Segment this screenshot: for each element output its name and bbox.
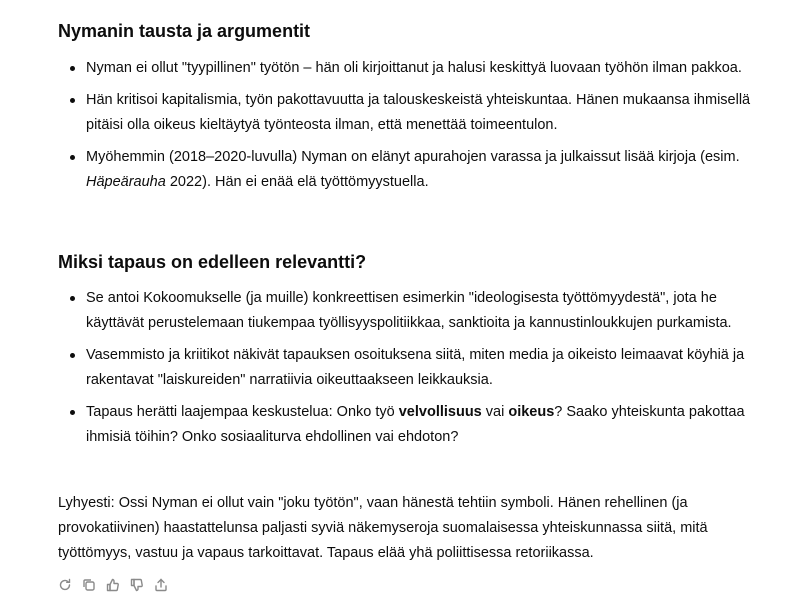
message-toolbar (58, 578, 168, 592)
list-item-text: ? Saako yhteiskunta pakottaa ihmisiä töihin? Onko sosiaaliturva ehdollinen vai ehdoton? (86, 404, 745, 445)
book-title: Häpeärauha (86, 174, 166, 190)
list-item (58, 400, 758, 450)
section-heading-relevance: Miksi tapaus on edelleen relevantti? (58, 252, 367, 272)
thumbs-up-icon[interactable] (106, 578, 120, 592)
list-item-text: vai (481, 404, 509, 420)
list-item-text: Hän kritisoi kapitalismia, työn pakottavuutta ja talouskeskeistä yhteiskuntaa. Hänen mukaansa ihmisellä pitäisi olla oikeus kieltäytyä työnteosta ilman, että menettää toimeentulon. (86, 92, 751, 133)
background-list (58, 56, 758, 202)
bold-term: oikeus (508, 404, 555, 420)
list-item (58, 145, 758, 195)
section-heading-background: Nymanin tausta ja argumentit (58, 21, 311, 41)
relevance-list (58, 286, 758, 457)
thumbs-down-icon[interactable] (130, 578, 144, 592)
copy-icon[interactable] (82, 578, 96, 592)
list-item (58, 88, 758, 138)
list-item (58, 286, 758, 336)
list-item-text: Nyman ei ollut "tyypillinen" työtön – hän oli kirjoittanut ja halusi keskittyä luovaan työhön ilman pakkoa. (86, 60, 742, 76)
list-item-text: 2022). Hän ei enää elä työttömyystuella. (165, 174, 429, 190)
list-item (58, 343, 758, 393)
list-item-text: Se antoi Kokoomukselle (ja muille) konkreettisen esimerkin "ideologisesta työttömyydestä", jota he käyttävät perustelemaan tiukempaa työllisyyspolitiikkaa, sanktioita ja kannustinloukkujen purkamista. (86, 290, 732, 331)
share-icon[interactable] (154, 578, 168, 592)
regenerate-icon[interactable] (58, 578, 72, 592)
list-item-text: Tapaus herätti laajempaa keskustelua: Onko työ (86, 404, 399, 420)
list-item (58, 56, 758, 81)
summary-paragraph: Lyhyesti: Ossi Nyman ei ollut vain "joku työtön", vaan hänestä tehtiin symboli. Hänen rehellinen (ja provokatiivinen) haastattelunsa paljasti syviä näkemyseroja suomalaisessa yhteiskunnassa siitä, mitä työttömyys, vastuu ja vapaus tarkoittavat. Tapaus elää yhä poliittisessa retoriikassa. (58, 495, 708, 561)
list-item-text: Myöhemmin (2018–2020-luvulla) Nyman on elänyt apurahojen varassa ja julkaissut lisää kirjoja (esim. (86, 149, 740, 165)
list-item-text: Vasemmisto ja kriitikot näkivät tapauksen osoituksena siitä, miten media ja oikeisto leimaavat köyhiä ja rakentavat "laiskureiden" narratiivia oikeuttaakseen leikkauksia. (86, 347, 745, 388)
bold-term: velvollisuus (398, 404, 482, 420)
